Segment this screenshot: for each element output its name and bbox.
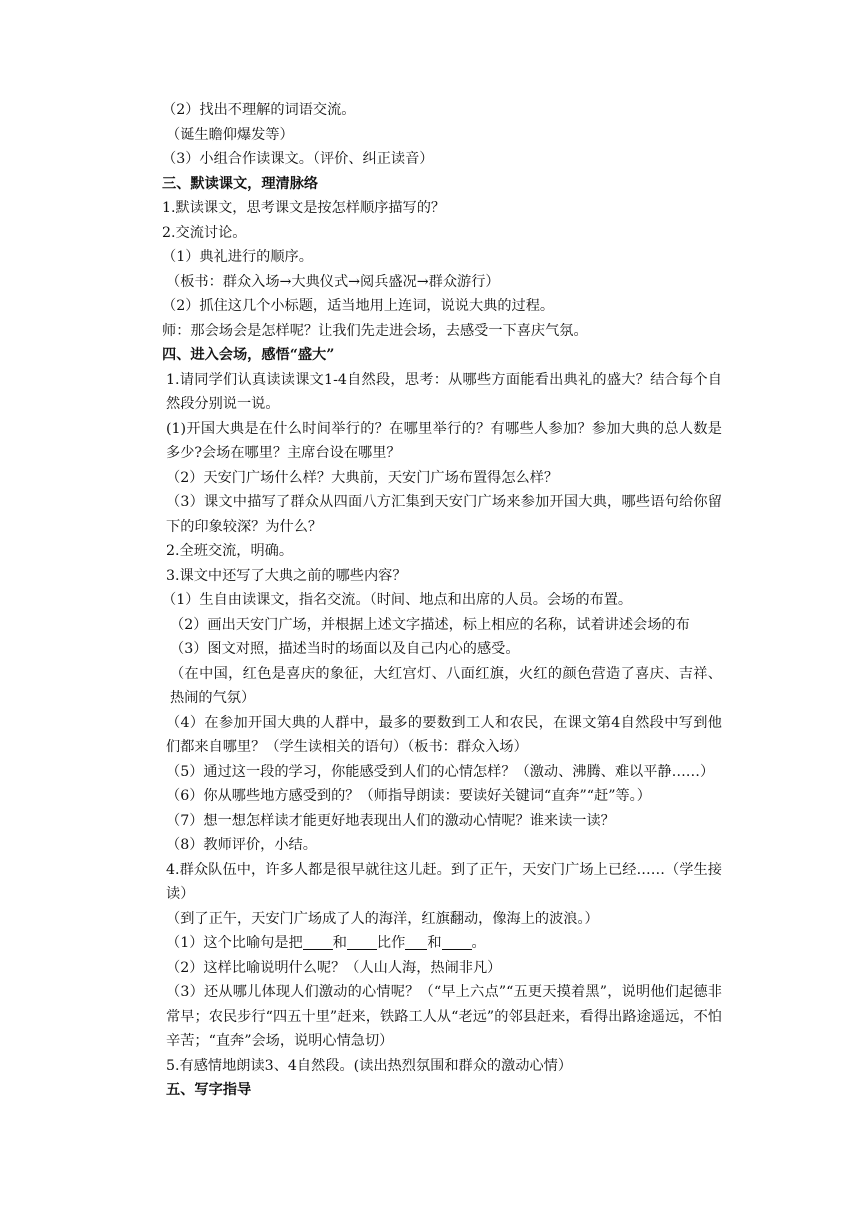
section-heading: 三、默读课文，理清脉络 bbox=[162, 175, 319, 192]
document-body bbox=[162, 98, 722, 1103]
text-paragraph: （4）在参加开国大典的人群中，最多的要数到工人和农民，在课文第4自然段中写到他们都来自哪里？（学生读相关的语句）（板书：群众入场） bbox=[166, 714, 722, 755]
text-line: 2.交流讨论。 bbox=[162, 224, 247, 241]
text-paragraph: （3）课文中描写了群众从四面八方汇集到天安门广场来参加开国大典，哪些语句给你留下的印象较深？为什么？ bbox=[166, 494, 722, 535]
simile-prefix: （1）这个比喻句是把 bbox=[166, 935, 303, 951]
simile-end: 。 bbox=[471, 935, 486, 951]
answer-blank[interactable] bbox=[347, 933, 377, 950]
text-line: （3）小组合作读课文。（评价、纠正读音） bbox=[162, 151, 434, 167]
simile-and: 和 bbox=[332, 935, 347, 951]
text-line: （2）抓住这几个小标题，适当地用上连词，说说大典的过程。 bbox=[162, 298, 555, 314]
text-line: 师：那会场会是怎样呢？让我们先走进会场，去感受一下喜庆气氛。 bbox=[162, 322, 588, 339]
section-heading: 四、进入会场，感悟“盛大” bbox=[162, 347, 335, 363]
text-line: （2）画出天安门广场，并根据上述文字描述，标上相应的名称，试着讲述会场的布 bbox=[170, 616, 690, 633]
section-heading: 五、写字指导 bbox=[166, 1082, 252, 1098]
answer-blank[interactable] bbox=[303, 933, 333, 950]
text-paragraph: 4.群众队伍中，许多人都是很早就往这儿赶。到了正午，天安门广场上已经……（学生接读） bbox=[166, 861, 722, 902]
text-paragraph: （3）还从哪儿体现人们激动的心情呢？（“早上六点”“五更天摸着黑”，说明他们起德非常早；农民步行“四五十里”赶来，铁路工人从“老远”的邻县赶来，看得出路途遥远，不怕辛苦；“直奔”会场，说明心情急切） bbox=[166, 984, 722, 1049]
text-line: （3）图文对照，描述当时的场面以及自己内心的感受。 bbox=[170, 641, 520, 657]
text-paragraph: (1)开国大典是在什么时间举行的？在哪里举行的？有哪些人参加？参加大典的总人数是多少?会场在哪里？主席台设在哪里？ bbox=[166, 420, 722, 461]
text-line: （8）教师评价，小结。 bbox=[166, 837, 317, 853]
text-line: （7）想一想怎样读才能更好地表现出人们的激动心情呢？谁来读一读？ bbox=[166, 812, 615, 829]
text-line: （2）找出不理解的词语交流。 bbox=[162, 102, 356, 118]
text-line: （5）通过这一段的学习，你能感受到人们的心情怎样？（激动、沸腾、难以平静……） bbox=[166, 763, 715, 780]
text-line: （6）你从哪些地方感受到的？（师指导朗读：要读好关键词“直奔”“赶”等。） bbox=[166, 788, 651, 804]
text-line: （到了正午，天安门广场成了人的海洋，红旗翻动，像海上的波浪。） bbox=[166, 910, 599, 927]
text-paragraph: （在中国，红色是喜庆的象征，大红宫灯、八面红旗，火红的颜色营造了喜庆、吉祥、热闹的气氛） bbox=[170, 665, 722, 706]
simile-and: 和 bbox=[427, 935, 442, 951]
text-line: （1）生自由读课文，指名交流。（时间、地点和出席的人员。会场的布置。 bbox=[162, 592, 633, 608]
text-line: （诞生瞻仰爆发等） bbox=[166, 126, 294, 143]
text-line: （2）这样比喻说明什么呢？（人山人海，热闹非凡） bbox=[166, 959, 502, 976]
simile-liken: 比作 bbox=[376, 935, 406, 951]
text-line: （板书：群众入场→大典仪式→阅兵盛况→群众游行） bbox=[166, 273, 500, 290]
text-line: 5.有感情地朗读3、4自然段。(读出热烈氛围和群众的激动心情） bbox=[166, 1057, 573, 1074]
text-line: 1.默读课文，思考课文是按怎样顺序描写的？ bbox=[162, 200, 446, 216]
answer-blank[interactable] bbox=[405, 933, 427, 950]
text-line: 2.全班交流，明确。 bbox=[166, 543, 294, 559]
fill-in-blank-question bbox=[162, 931, 722, 956]
text-line: （1）典礼进行的顺序。 bbox=[162, 249, 313, 265]
answer-blank[interactable] bbox=[442, 933, 472, 950]
text-line: 3.课文中还写了大典之前的哪些内容？ bbox=[166, 567, 407, 584]
text-line: （2）天安门广场什么样？大典前，天安门广场布置得怎么样？ bbox=[166, 469, 559, 486]
text-paragraph: 1.请同学们认真读读课文1-4自然段，思考：从哪些方面能看出典礼的盛大？结合每个自然段分别说一说。 bbox=[166, 371, 722, 412]
